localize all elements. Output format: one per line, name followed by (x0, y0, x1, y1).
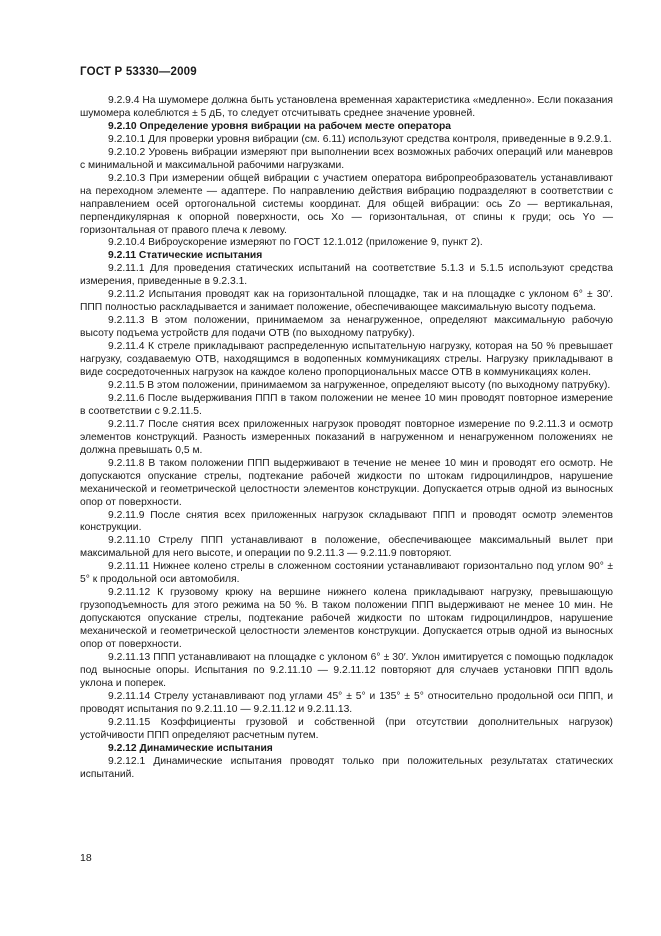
paragraph: 9.2.11.7 После снятия всех приложенных нагрузок проводят повторное измерение по 9.2.11.3 и осмотр элементов конструкций. Разность измеренных показаний в нагруженном и ненагруженном положениях не должна превышать 0,5 м. (80, 418, 613, 456)
section-heading: 9.2.12 Динамические испытания (108, 742, 273, 754)
paragraph: 9.2.11.3 В этом положении, принимаемом за ненагруженное, определяют максимальную рабочую высоту подъема устройств для подачи ОТВ (по выходному патрубку). (80, 315, 613, 340)
section-heading: 9.2.10 Определение уровня вибрации на рабочем месте оператора (108, 120, 452, 132)
paragraph: 9.2.11.15 Коэффициенты грузовой и собственной (при отсутствии дополнительных нагрузок) устойчивости ППП определяют расчетным путем. (80, 716, 613, 741)
paragraph: 9.2.10.2 Уровень вибрации измеряют при выполнении всех возможных рабочих операций или маневров с минимальной и максимальной рабочими нагрузками. (80, 146, 613, 171)
paragraph: 9.2.11.9 После снятия всех приложенных нагрузок складывают ППП и проводят осмотр элементов конструкции. (80, 509, 613, 534)
paragraph: 9.2.11.4 К стреле прикладывают распределенную испытательную нагрузку, которая на 50 % превышает нагрузку, создаваемую ОТВ, находящимся в водопенных коммуникациях стрелы. Нагрузку прикладывают в виде сосредоточенных нагрузок на каждое колено пропорциональных массе ОТВ в коммуникациях колен. (80, 341, 613, 379)
paragraph: 9.2.11.6 После выдерживания ППП в таком положении не менее 10 мин проводят повторное измерение в соответствии с 9.2.11.5. (80, 392, 613, 417)
paragraph: 9.2.11.5 В этом положении, принимаемом за нагруженное, определяют высоту (по выходному патрубку). (108, 379, 611, 391)
paragraph: 9.2.11.14 Стрелу устанавливают под углами 45° ± 5° и 135° ± 5° относительно продольной оси ППП, и проводят испытания по 9.2.11.10 — 9.2.11.12 и 9.2.11.13. (80, 690, 613, 715)
document-code-header: ГОСТ Р 53330—2009 (80, 66, 197, 78)
paragraph: 9.2.9.4 На шумомере должна быть установлена временная характеристика «медленно». Если показания шумомера колеблются ± 5 дБ, то следует отсчитывать среднее значение уровней. (80, 95, 613, 119)
paragraph: 9.2.11.11 Нижнее колено стрелы в сложенном состоянии устанавливают горизонтально под углом 90° ± 5° к продольной оси автомобиля. (80, 561, 613, 586)
paragraph: 9.2.10.4 Виброускорение измеряют по ГОСТ 12.1.012 (приложение 9, пункт 2). (108, 237, 483, 249)
paragraph: 9.2.11.13 ППП устанавливают на площадке с уклоном 6° ± 30′. Уклон имитируется с помощью подкладок под выносные опоры. Испытания по 9.2.11.10 — 9.2.11.12 повторяют для случаев установки ППП вдоль уклона и поперек. (80, 651, 613, 689)
paragraph: 9.2.11.8 В таком положении ППП выдерживают в течение не менее 10 мин и проводят его осмотр. Не допускаются опускание стрелы, подтекание рабочей жидкости по штокам гидроцилиндров, нарушение механической и геометрической целостности элементов конструкции. Допускается отрыв одной из выносных опор от поверхности. (80, 457, 613, 508)
paragraph: 9.2.11.2 Испытания проводят как на горизонтальной площадке, так и на площадке с уклоном 6° ± 30′. ППП полностью раскладывается и занимает положение, обеспечивающее максимальную высоту подъема. (80, 289, 613, 314)
paragraph: 9.2.10.1 Для проверки уровня вибрации (см. 6.11) используют средства контроля, приведенные в 9.2.9.1. (108, 133, 612, 145)
page-number: 18 (80, 852, 92, 864)
paragraph: 9.2.11.10 Стрелу ППП устанавливают в положение, обеспечивающее максимальный вылет при максимальной для него высоте, и операции по 9.2.11.3 — 9.2.11.9 повторяют. (80, 535, 613, 560)
paragraph: 9.2.11.12 К грузовому крюку на вершине нижнего колена прикладывают нагрузку, превышающую грузоподъемность для этого режима на 50 %. В таком положении ППП выдерживают не менее 10 мин. Не допускаются опускание стрелы, подтекание рабочей жидкости по штокам гидроцилиндров, нарушение механической и геометрической целостности элементов конструкции. Допускается отрыв одной из выносных опор от поверхности. (80, 587, 613, 651)
paragraph: 9.2.11.1 Для проведения статических испытаний на соответствие 5.1.3 и 5.1.5 используют средства измерения, приведенные в 9.2.3.1. (80, 263, 613, 288)
section-heading: 9.2.11 Статические испытания (108, 250, 263, 262)
document-body (80, 95, 613, 782)
paragraph: 9.2.12.1 Динамические испытания проводят только при положительных результатах статических испытаний. (80, 755, 613, 780)
paragraph: 9.2.10.3 При измерении общей вибрации с участием оператора вибропреобразователь устанавливают на переходном элементе — адаптере. По направлению действия вибрацию подразделяют в соответствии с направлением осей ортогональной системы координат. Для общей вибрации: ось Zо — вертикальная, перпендикулярная к опорной поверхности, ось Xо — горизонтальная, от спины к груди; ось Yо — горизонтальная от правого плеча к левому. (80, 172, 613, 236)
